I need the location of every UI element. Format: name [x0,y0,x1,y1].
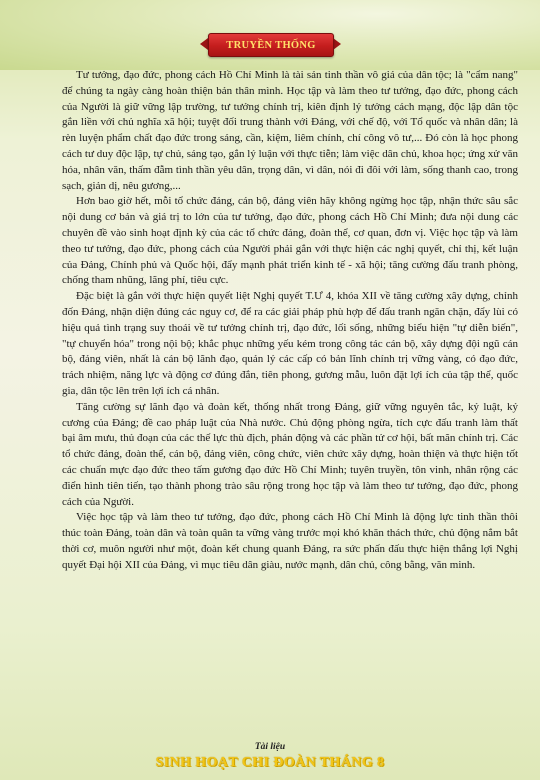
article-paragraph-2: Hơn bao giờ hết, mỗi tổ chức đảng, cán bộ, đảng viên hãy không ngừng học tập, nhận thức sâu sắc nội dung cơ bản và giá trị to lớn của tư tưởng, đạo đức, phong cách Hồ Chí Minh; đưa nội dung các chuyên đề vào sinh hoạt định kỳ của các tổ chức đảng, đoàn thể, cơ quan, đơn vị. Việc học tập và làm theo tư tưởng, đạo đức, phong cách của Người phải gắn với thực hiện các nghị quyết, chỉ thị, kết luận của Đảng, Chính phủ và Quốc hội, đẩy mạnh phát triển kinh tế - xã hội; tăng cường đấu tranh phòng, chống tham nhũng, lãng phí, tiêu cực. [62,195,518,287]
section-ribbon [208,33,334,57]
article-paragraph-3: Đặc biệt là gắn với thực hiện quyết liệt Nghị quyết T.Ư 4, khóa XII về tăng cường xây dựng, chỉnh đốn Đảng, nhận diện đúng các nguy cơ, để ra các giải pháp phù hợp để đấu tranh ngăn chặn, đẩy lùi có hiệu quả tình trạng suy thoái về tư tưởng chính trị, đạo đức, lối sống, những biểu hiện "tự diễn biến", "tự chuyển hóa" trong nội bộ; khắc phục những yếu kém trong công tác cán bộ, xây dựng đội ngũ cán bộ, đảng viên, nhất là cán bộ lãnh đạo, quản lý các cấp có bản lĩnh chính trị vững vàng, có đạo đức, trách nhiệm, năng lực và động cơ đúng đắn, tiên phong, gương mẫu, luôn đặt lợi ích của tập thể, quốc gia, dân tộc lên trên lợi ích cá nhân. [62,290,518,397]
ribbon-tail-right [333,38,341,50]
footer-label: Tài liệu [254,742,286,752]
ribbon-tail-left [200,38,208,50]
section-ribbon-label: TRUYỀN THỐNG [226,39,316,51]
article-paragraph-5: Việc học tập và làm theo tư tưởng, đạo đức, phong cách Hồ Chí Minh là động lực tinh thần thôi thúc toàn Đảng, toàn dân và toàn quân ta vững vàng trước mọi khó khăn thách thức, chủ động nắm bắt thời cơ, muôn người như một, đoàn kết chung quanh Đảng, ra sức phấn đấu thực hiện thắng lợi Nghị quyết Đại hội XII của Đảng, vì mục tiêu dân giàu, nước mạnh, dân chủ, công bằng, văn minh. [62,511,518,571]
footer-title: SINH HOẠT CHI ĐOÀN THÁNG 8 [155,755,385,770]
article-paragraph-4: Tăng cường sự lãnh đạo và đoàn kết, thống nhất trong Đảng, giữ vững nguyên tắc, kỷ luật, kỷ cương của Đảng; đề cao pháp luật của Nhà nước. Chủ động phòng ngừa, tích cực đấu tranh làm thất bại âm mưu, thủ đoạn của các thế lực thù địch, phản động và các phần tử cơ hội, bất mãn chính trị. Các tổ chức đảng, đoàn thể, cán bộ, đảng viên, công chức, viên chức xây dựng, hoàn thiện và thực hiện tốt các chuẩn mực đạo đức theo tấm gương đạo đức Hồ Chí Minh; tuyên truyền, tôn vinh, nhân rộng các điển hình tiên tiến, tạo thành phong trào sâu rộng trong học tập và làm theo tư tưởng, đạo đức, phong cách của Người. [62,400,518,508]
article-paragraph-1: Tư tưởng, đạo đức, phong cách Hồ Chí Minh là tài sản tinh thần vô giá của dân tộc; là "cẩm nang" để chúng ta ngày càng hoàn thiện bản thân mình. Học tập và làm theo tư tưởng, đạo đức, phong cách của Người là giữ vững lập trường, tư tưởng chính trị, kiên định lý tưởng cách mạng, độc lập dân tộc gắn liền với chủ nghĩa xã hội; tuyệt đối trung thành với Đảng, với chế độ, với Tổ quốc và nhân dân; là rèn luyện phẩm chất đạo đức trong sáng, cần, kiệm, liêm chính, chí công vô tư,... Đó còn là học phong cách tư duy độc lập, tự chủ, sáng tạo, gắn lý luận với thực tiễn; làm việc dân chủ, khoa học; ứng xử văn hóa, nhân văn, thấm đẫm tình thần yêu dân, trọng dân, vì dân, nói đi đôi với làm, sống thanh cao, trong sạch, giản dị, nêu gương,... [62,69,518,192]
article-body [62,68,518,574]
